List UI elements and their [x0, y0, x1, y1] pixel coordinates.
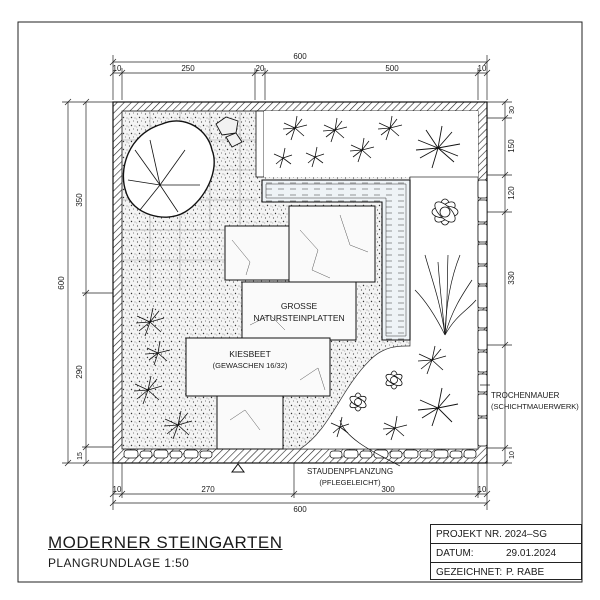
dimension-left — [62, 99, 118, 466]
dim-right-2: 150 — [507, 139, 516, 153]
north-marker-icon — [232, 464, 244, 472]
project-number: PROJEKT NR. 2024–SG — [436, 528, 547, 540]
dim-top-total: 600 — [293, 52, 307, 61]
dim-left-total: 600 — [57, 276, 66, 290]
dim-left-3: 15 — [77, 452, 84, 460]
dim-top-4: 500 — [385, 64, 399, 73]
dim-right-1: 30 — [509, 106, 516, 114]
dim-top-2: 250 — [181, 64, 195, 73]
gravel-label-line1: KIESBEET — [229, 349, 271, 359]
dimension-bottom — [110, 462, 490, 510]
dim-right-5: 10 — [509, 451, 516, 459]
stone-slab-3 — [242, 282, 356, 340]
drawn-by-value: P. RABE — [506, 566, 545, 578]
dim-top-3: 20 — [255, 64, 265, 73]
dim-bottom-1: 10 — [112, 485, 122, 494]
date-value: 29.01.2024 — [506, 547, 557, 559]
stones-label-line1: GROSSE — [280, 301, 318, 311]
dimension-top — [110, 55, 490, 100]
dim-left-2: 290 — [75, 365, 84, 379]
dim-bottom-3: 300 — [381, 485, 395, 494]
title-block-drawn — [431, 563, 581, 581]
wall-label-line2: (SCHICHTMAUERWERK) — [491, 402, 579, 411]
title-block-date — [431, 544, 581, 563]
stone-slab-5 — [217, 396, 283, 449]
stones-label-line2: NATURSTEINPLATTEN — [253, 313, 345, 323]
gravel-label-line2: (GEWASCHEN 16/32) — [212, 361, 288, 370]
dim-bottom-4: 10 — [477, 485, 487, 494]
wall-label-line1: TROCHENMAUER — [491, 391, 560, 400]
divider-wall — [256, 111, 264, 177]
dim-right-4: 330 — [507, 271, 516, 285]
dry-stone-wall — [478, 180, 487, 446]
plan-subtitle: PLANGRUNDLAGE 1:50 — [48, 556, 190, 570]
date-label: DATUM: — [436, 547, 474, 559]
planting-label-line1: STAUDENPFLANZUNG — [306, 467, 394, 476]
plan-title: MODERNER STEINGARTEN — [48, 533, 283, 552]
dim-left-1: 350 — [75, 193, 84, 207]
dim-top-1: 10 — [112, 64, 122, 73]
title-block-project — [431, 525, 581, 544]
planting-label-line2: (PFLEGELEICHT) — [319, 478, 381, 487]
dim-bottom-total: 600 — [293, 505, 307, 514]
title-block — [430, 524, 582, 580]
dim-right-3: 120 — [507, 186, 516, 200]
stone-slab-1 — [225, 226, 289, 280]
dim-bottom-2: 270 — [201, 485, 215, 494]
drawn-by-label: GEZEICHNET: — [436, 566, 503, 578]
stone-slab-2 — [289, 206, 375, 282]
dim-top-5: 10 — [477, 64, 487, 73]
